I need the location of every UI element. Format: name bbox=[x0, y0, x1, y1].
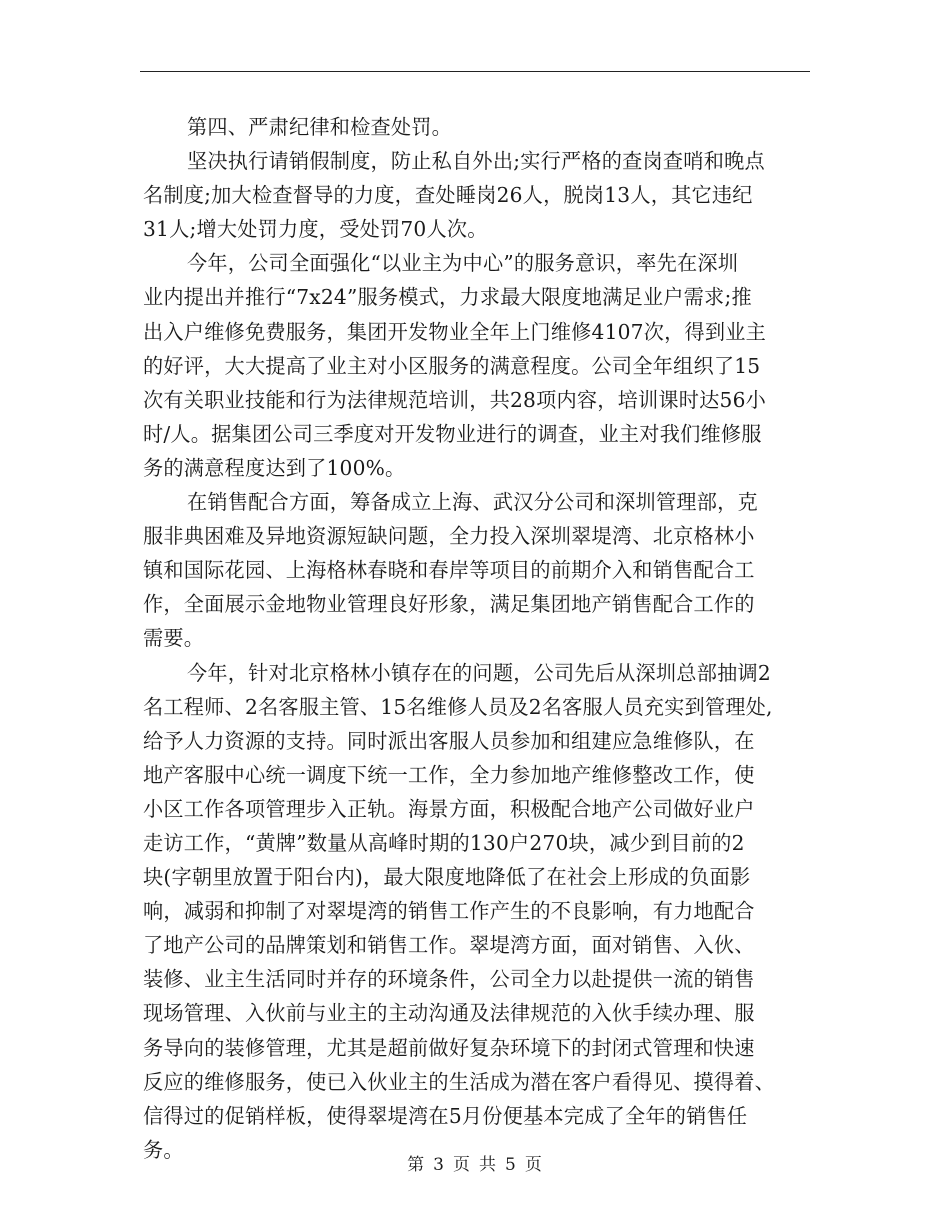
text-line: 坚决执行请销假制度，防止私自外出;实行严格的查岗查哨和晚点 bbox=[187, 149, 765, 174]
paragraph bbox=[143, 144, 829, 246]
text-line: 现场管理、入伙前与业主的主动沟通及法律规范的入伙手续办理、服 bbox=[143, 1001, 755, 1026]
header-rule bbox=[140, 71, 810, 72]
text-line: 在销售配合方面，筹备成立上海、武汉分公司和深圳管理部，克 bbox=[187, 490, 758, 515]
text-line: 需要。 bbox=[143, 626, 205, 651]
text-line: 反应的维修服务，使已入伙业主的生活成为潜在客户看得见、摸得着、 bbox=[143, 1069, 776, 1094]
text-line: 服非典困难及异地资源短缺问题，全力投入深圳翠堤湾、北京格林小 bbox=[143, 524, 755, 549]
paragraph bbox=[143, 656, 829, 1167]
page-footer bbox=[0, 1150, 950, 1175]
paragraph bbox=[143, 246, 829, 485]
text-line: 今年，公司全面强化“以业主为中心”的服务意识，率先在深圳 bbox=[187, 251, 739, 276]
text-line: 今年，针对北京格林小镇存在的问题，公司先后从深圳总部抽调2 bbox=[187, 660, 771, 685]
text-line: 务。 bbox=[143, 1137, 184, 1162]
text-line: 地产客服中心统一调度下统一工作，全力参加地产维修整改工作，使 bbox=[143, 762, 755, 787]
text-line: 名工程师、2名客服主管、15名维修人员及2名客服人员充实到管理处, bbox=[143, 694, 773, 719]
text-line: 务的满意程度达到了100%。 bbox=[143, 455, 406, 480]
text-line: 31人;增大处罚力度，受处罚70人次。 bbox=[143, 217, 488, 242]
text-line: 出入户维修免费服务，集团开发物业全年上门维修4107次，得到业主 bbox=[143, 319, 767, 344]
text-line: 名制度;加大检查督导的力度，查处睡岗26人，脱岗13人，其它违纪 bbox=[143, 183, 753, 208]
text-line: 的好评，大大提高了业主对小区服务的满意程度。公司全年组织了15 bbox=[143, 353, 761, 378]
footer-label-page-unit: 页 bbox=[453, 1155, 471, 1175]
text-line: 业内提出并推行“7x24”服务模式，力求最大限度地满足业户需求;推 bbox=[143, 285, 752, 310]
text-line: 时/人。据集团公司三季度对开发物业进行的调查，业主对我们维修服 bbox=[143, 421, 762, 446]
text-line: 小区工作各项管理步入正轨。海景方面，积极配合地产公司做好业户 bbox=[143, 796, 755, 821]
text-line: 信得过的促销样板，使得翠堤湾在5月份便基本完成了全年的销售任 bbox=[143, 1103, 748, 1128]
current-page-number: 3 bbox=[433, 1155, 445, 1175]
footer-label-total: 共 bbox=[479, 1155, 497, 1175]
text-line: 走访工作，“黄牌”数量从高峰时期的130户270块，减少到目前的2 bbox=[143, 830, 745, 855]
text-line: 第四、严肃纪律和检查处罚。 bbox=[187, 115, 453, 139]
paragraph bbox=[143, 110, 829, 144]
footer-label-total-unit: 页 bbox=[524, 1155, 543, 1175]
paragraph bbox=[143, 485, 829, 655]
text-line: 给予人力资源的支持。同时派出客服人员参加和组建应急维修队，在 bbox=[143, 728, 755, 753]
text-line: 次有关职业技能和行为法律规范培训，共28项内容，培训课时达56小 bbox=[143, 387, 767, 412]
text-line: 镇和国际花园、上海格林春晓和春岸等项目的前期介入和销售配合工 bbox=[143, 558, 755, 583]
text-line: 装修、业主生活同时并存的环境条件，公司全力以赴提供一流的销售 bbox=[143, 967, 755, 992]
total-pages-number: 5 bbox=[505, 1155, 517, 1175]
text-line: 响，减弱和抑制了对翠堤湾的销售工作产生的不良影响，有力地配合 bbox=[143, 899, 755, 924]
text-line: 务导向的装修管理，尤其是超前做好复杂环境下的封闭式管理和快速 bbox=[143, 1035, 755, 1060]
text-line: 了地产公司的品牌策划和销售工作。翠堤湾方面，面对销售、入伙、 bbox=[143, 933, 755, 958]
text-line: 块(字朝里放置于阳台内)，最大限度地降低了在社会上形成的负面影 bbox=[143, 865, 751, 890]
footer-label-page: 第 bbox=[407, 1155, 426, 1175]
document-body bbox=[143, 110, 829, 1167]
text-line: 作，全面展示金地物业管理良好形象，满足集团地产销售配合工作的 bbox=[143, 592, 755, 617]
